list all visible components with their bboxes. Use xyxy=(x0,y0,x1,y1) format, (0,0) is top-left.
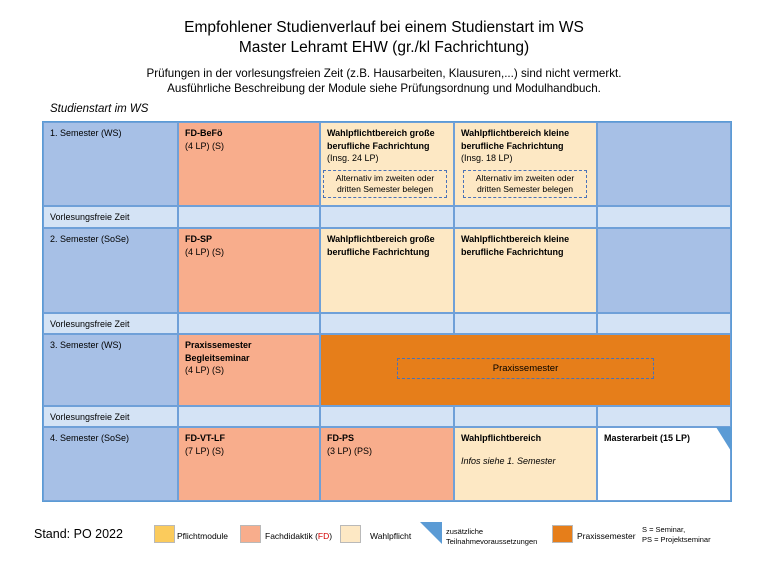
subtitle-line1: Prüfungen in der vorlesungsfreien Zeit (z.B. Hausarbeiten, Klausuren,...) sind nicht vermerkt. xyxy=(146,67,622,80)
sem4-wahl-note: Infos siehe 1. Semester xyxy=(461,455,556,466)
sem1-gross-note: Alternativ im zweiten oder dritten Semester belegen xyxy=(323,170,447,198)
praxis-label: Praxissemester xyxy=(397,358,654,379)
sem2-klein-cell xyxy=(454,228,597,313)
legend-pflicht-swatch xyxy=(154,525,175,543)
sem1-gross-detail: (Insg. 24 LP) xyxy=(327,153,379,163)
break1-cell xyxy=(178,206,320,228)
break1-cell xyxy=(320,206,454,228)
sem4-wahl-cell xyxy=(454,427,597,501)
sem4-label: 4. Semester (SoSe) xyxy=(50,433,130,443)
sem2-label: 2. Semester (SoSe) xyxy=(50,234,130,244)
legend-wahlpflicht-swatch xyxy=(340,525,361,543)
break1-label-cell xyxy=(43,206,178,228)
sem4-ps-title: FD-PS xyxy=(327,433,354,443)
sem4-master-title: Masterarbeit (15 LP) xyxy=(604,433,691,443)
prerequisite-corner-icon xyxy=(716,427,731,451)
sem4-fd-detail: (7 LP) (S) xyxy=(185,445,225,456)
break3-label-cell xyxy=(43,406,178,427)
sem3-label: 3. Semester (WS) xyxy=(50,340,122,350)
break2-cell xyxy=(320,313,454,334)
legend-praxis-swatch xyxy=(552,525,573,543)
sem2-fd-cell xyxy=(178,228,320,313)
legend-fd-label xyxy=(265,531,332,541)
sem2-gross-cell xyxy=(320,228,454,313)
break2-label-cell xyxy=(43,313,178,334)
sem1-klein-title: Wahlpflichtbereich kleine berufliche Fachrichtung xyxy=(461,128,570,151)
sem2-gross-title: Wahlpflichtbereich große berufliche Fachrichtung xyxy=(327,234,435,257)
legend-fd-abbr: FD xyxy=(317,531,330,541)
sem1-empty-cell xyxy=(597,122,731,206)
break1-cell xyxy=(597,206,731,228)
sem4-fd-title: FD-VT-LF xyxy=(185,433,225,443)
sem4-fd-cell xyxy=(178,427,320,501)
break3-cell xyxy=(178,406,320,427)
sem1-gross-title: Wahlpflichtbereich große berufliche Fachrichtung xyxy=(327,128,435,151)
sem3-fd-title-line1: Praxissemester xyxy=(185,340,252,350)
sem4-ps-cell xyxy=(320,427,454,501)
legend-abbreviations xyxy=(642,525,711,545)
break3-cell xyxy=(320,406,454,427)
legend-zusaetzlich-label xyxy=(446,527,537,546)
sem4-master-cell xyxy=(597,427,731,501)
page-title-line1: Empfohlener Studienverlauf bei einem Studienstart im WS xyxy=(184,19,584,36)
sem3-fd-cell xyxy=(178,334,320,406)
sem3-fd-title-line2: Begleitseminar xyxy=(185,352,250,363)
legend-fd-prefix: Fachdidaktik ( xyxy=(265,531,318,541)
legend-fd-swatch xyxy=(240,525,261,543)
legend-zusaetzlich-line1: zusätzliche xyxy=(446,527,484,536)
sem1-fd-title: FD-BeFö xyxy=(185,128,223,138)
sem1-fd-detail: (4 LP) (S) xyxy=(185,140,225,151)
row-label-sem1 xyxy=(43,122,178,206)
sem2-fd-title: FD-SP xyxy=(185,234,212,244)
break2-cell xyxy=(178,313,320,334)
row-label-sem3 xyxy=(43,334,178,406)
sem2-empty-cell xyxy=(597,228,731,313)
sem2-fd-detail: (4 LP) (S) xyxy=(185,246,225,257)
page-title-line2: Master Lehramt EHW (gr./kl Fachrichtung) xyxy=(238,39,530,56)
row-label-sem4 xyxy=(43,427,178,501)
break1-label: Vorlesungsfreie Zeit xyxy=(50,212,130,222)
legend-pflicht-label: Pflichtmodule xyxy=(177,531,229,541)
break3-cell xyxy=(597,406,731,427)
legend-wahlpflicht-label: Wahlpflicht xyxy=(370,531,412,541)
legend-abbr-line1: S = Seminar, xyxy=(642,525,686,534)
sem1-label: 1. Semester (WS) xyxy=(50,128,122,138)
stand-label: Stand: PO 2022 xyxy=(34,527,123,541)
break2-cell xyxy=(597,313,731,334)
legend-zusaetzlich-line2: Teilnahmevoraussetzungen xyxy=(446,536,538,546)
sem1-fd-cell xyxy=(178,122,320,206)
break2-cell xyxy=(454,313,597,334)
break1-cell xyxy=(454,206,597,228)
sem1-klein-detail: (Insg. 18 LP) xyxy=(461,153,513,163)
legend-fd-suffix: ) xyxy=(329,531,333,541)
break2-label: Vorlesungsfreie Zeit xyxy=(50,319,130,329)
row-label-sem2 xyxy=(43,228,178,313)
subtitle-line2: Ausführliche Beschreibung der Module siehe Prüfungsordnung und Modulhandbuch. xyxy=(167,82,601,95)
sem3-fd-detail: (4 LP) (S) xyxy=(185,365,225,375)
sem4-wahl-title: Wahlpflichtbereich xyxy=(461,433,542,443)
start-label: Studienstart im WS xyxy=(50,103,149,115)
break3-label: Vorlesungsfreie Zeit xyxy=(50,412,130,422)
break3-cell xyxy=(454,406,597,427)
sem2-klein-title: Wahlpflichtbereich kleine berufliche Fachrichtung xyxy=(461,234,570,257)
legend-prerequisite-icon xyxy=(420,522,442,544)
sem4-ps-detail: (3 LP) (PS) xyxy=(327,445,373,456)
sem1-klein-note: Alternativ im zweiten oder dritten Semester belegen xyxy=(463,170,587,198)
legend-praxis-label: Praxissemester xyxy=(577,531,636,541)
legend-abbr-line2: PS = Projektseminar xyxy=(642,535,711,544)
